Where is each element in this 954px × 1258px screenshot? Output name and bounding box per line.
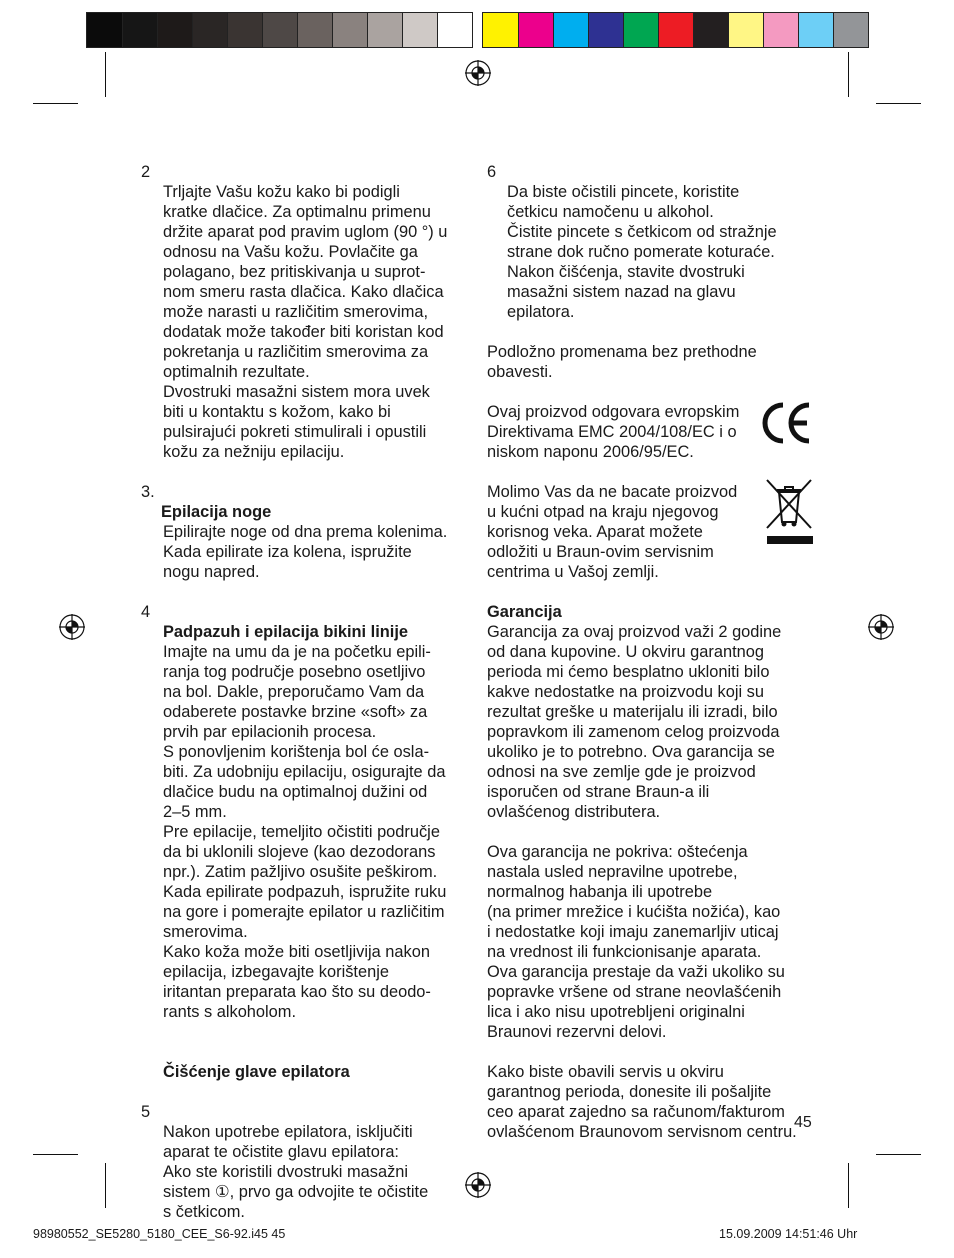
gray-swatch: [228, 13, 263, 47]
crop-mark: [33, 103, 78, 104]
page-number: 45: [794, 1114, 812, 1131]
footer-timestamp: 15.09.2009 14:51:46 Uhr: [719, 1227, 858, 1241]
left-column: [143, 162, 473, 1222]
gray-swatch: [333, 13, 368, 47]
crop-mark: [848, 1163, 849, 1208]
step-text: Da biste očistili pincete, koristite četkicu namočenu u alkohol. Čistite pincete s četkicom od stražnje strane dok ručno pomerate koturaće. Nakon čišćenja, stavite dvostruki masažni sistem nazad na glavu epilatora.: [507, 183, 777, 321]
step-number: 5: [141, 1103, 151, 1121]
step-5: [143, 1102, 473, 1222]
warranty-paragraph: Kako biste obavili servis u okviru garantnog perioda, donesite ili pošaljite ceo aparat zajedno sa računom/fakturom ovlašćenom Braunovom servisnom centru.: [487, 1063, 797, 1141]
crop-mark: [876, 1154, 921, 1155]
weee-block: [487, 482, 827, 582]
grayscale-color-bar: [86, 12, 473, 48]
gray-swatch: [123, 13, 158, 47]
registration-mark-icon: [57, 612, 87, 642]
step-6: [487, 162, 827, 322]
warranty-paragraph: Garancija za ovaj proizvod važi 2 godine od dana kupovine. U okviru garantnog perioda mi ćemo besplatno ukloniti bilo kakve nedostatke na proizvodu koji su rezultat greške u materijalu ili izradi, bilo popravkom ili zamenom celog proizvoda ukoliko je to potrebno. Ova garancija se odnosi na sve zemlje gde je proizvod isporučen od strane Braun-a ili ovlašćenog distributera.: [487, 623, 782, 821]
warranty-heading: Garancija: [487, 603, 562, 621]
yellow-swatch: [483, 13, 519, 47]
step-text: Nakon upotrebe epilatora, isključiti aparat te očistite glavu epilatora: Ako ste koristili dvostruki masažni sistem ①, prvo ga odvojite te očistite s četkicom.: [163, 1123, 429, 1221]
light-cyan-swatch: [799, 13, 834, 47]
weee-text: Molimo Vas da ne bacate proizvod u kućni otpad na kraju njegovog korisnog veka. Aparat možete odložiti u Braun-ovim servisnim centrima u Vašoj zemlji.: [487, 483, 738, 581]
black-swatch: [694, 13, 729, 47]
gray-swatch: [263, 13, 298, 47]
crop-mark: [876, 103, 921, 104]
section-heading: Čišćenje glave epilatora: [163, 1063, 350, 1081]
gray-swatch: [193, 13, 228, 47]
step-4: [143, 602, 473, 1022]
step-3: [143, 482, 473, 582]
gray-swatch: [834, 13, 868, 47]
gray-swatch: [298, 13, 333, 47]
registration-mark-icon: [866, 612, 896, 642]
light-yellow-swatch: [729, 13, 764, 47]
step-number: 4: [141, 603, 151, 621]
step-number: 2: [141, 163, 151, 181]
step-text: Trljajte Vašu kožu kako bi podigli kratke dlačice. Za optimalnu primenu držite aparat pod pravim uglom (90 °) u odnosu na Vašu kožu. Povlačite ga polagano, bez pritiskivanja u suprot- nom smeru rasta dlačica. Kako dlačica može narasti u različitim smerovima, dodatak može također biti koristan kod pokretanja u različitim smerovima za optimalnih rezultate. Dvostruki masažni sistem mora uvek biti u kontaktu s kožom, kako bi pulsirajući pokreti stimulirali i opustili kožu za nežniju epilaciju.: [163, 183, 448, 461]
gray-swatch: [87, 13, 123, 47]
ce-text: Ovaj proizvod odgovara evropskim Direktivama EMC 2004/108/EC i o niskom naponu 2006/95/EC.: [487, 403, 740, 461]
cleaning-section: [143, 1042, 473, 1102]
step-text: Epilirajte noge od dna prema kolenima. Kada epilirate iza kolena, ispružite nogu napred.: [163, 523, 448, 581]
right-column: [487, 162, 827, 1142]
gray-swatch: [158, 13, 193, 47]
green-swatch: [624, 13, 659, 47]
process-color-bar: [482, 12, 869, 48]
step-text: Imajte na umu da je na početku epili- ranja tog područje posebno osetljivo na bol. Dakle, preporučamo Vam da odaberete postavke brzine «soft» za prvih par epilacionih procesa. S ponovljenim korištenja bol će osla- biti. Za udobniju epilaciju, osigurajte da dlačice budu na optimalnoj dužini od 2–5 mm. Pre epilacije, temeljito očistiti područje da bi uklonili slojeve (kao dezodorans npr.). Zatim pažljivo osušite peškirom. Kada epilirate podpazuh, ispružite ruku na gore i pomerajte epilator u različitim smerovima. Kako koža može biti osetljivija nakon epilacija, izbegavajte korištenje iritantan preparata kao što su deodo- rants s alkoholom.: [163, 643, 447, 1021]
pink-swatch: [764, 13, 799, 47]
step-number: 6: [487, 163, 497, 181]
ce-mark-icon: [761, 400, 813, 446]
registration-mark-icon: [463, 58, 493, 88]
warranty-paragraph: Ova garancija ne pokriva: oštećenja nastala usled nepravilne upotrebe, normalnog habanja ili upotrebe (na primer mrežice i kućišta nožića), kao i nedostatke koji imaju zanemarljiv uticaj na vrednost ili funkcionisanje aparata. Ova garancija prestaje da važi ukoliko su popravke vršene od strane neovlašćenih lica i ako nisu upotrebljeni originalni Braunovi rezervni delovi.: [487, 843, 785, 1041]
footer-filename: 98980552_SE5280_5180_CEE_S6-92.i45 45: [33, 1227, 286, 1241]
gray-swatch: [368, 13, 403, 47]
crossed-bin-icon: [765, 478, 815, 550]
section-heading: Epilacija noge: [161, 503, 272, 521]
crop-mark: [33, 1154, 78, 1155]
cyan-swatch: [554, 13, 589, 47]
crop-mark: [105, 1163, 106, 1208]
crop-mark: [848, 52, 849, 97]
gray-swatch: [403, 13, 438, 47]
magenta-swatch: [519, 13, 554, 47]
crop-mark: [105, 52, 106, 97]
blue-swatch: [589, 13, 624, 47]
gray-swatch: [438, 13, 472, 47]
step-number: 3.: [141, 483, 155, 501]
ce-block: [487, 402, 827, 462]
section-heading: Padpazuh i epilacija bikini linije: [163, 623, 409, 641]
step-2: [143, 162, 473, 462]
red-swatch: [659, 13, 694, 47]
change-notice: Podložno promenama bez prethodne obavesti.: [487, 343, 757, 381]
